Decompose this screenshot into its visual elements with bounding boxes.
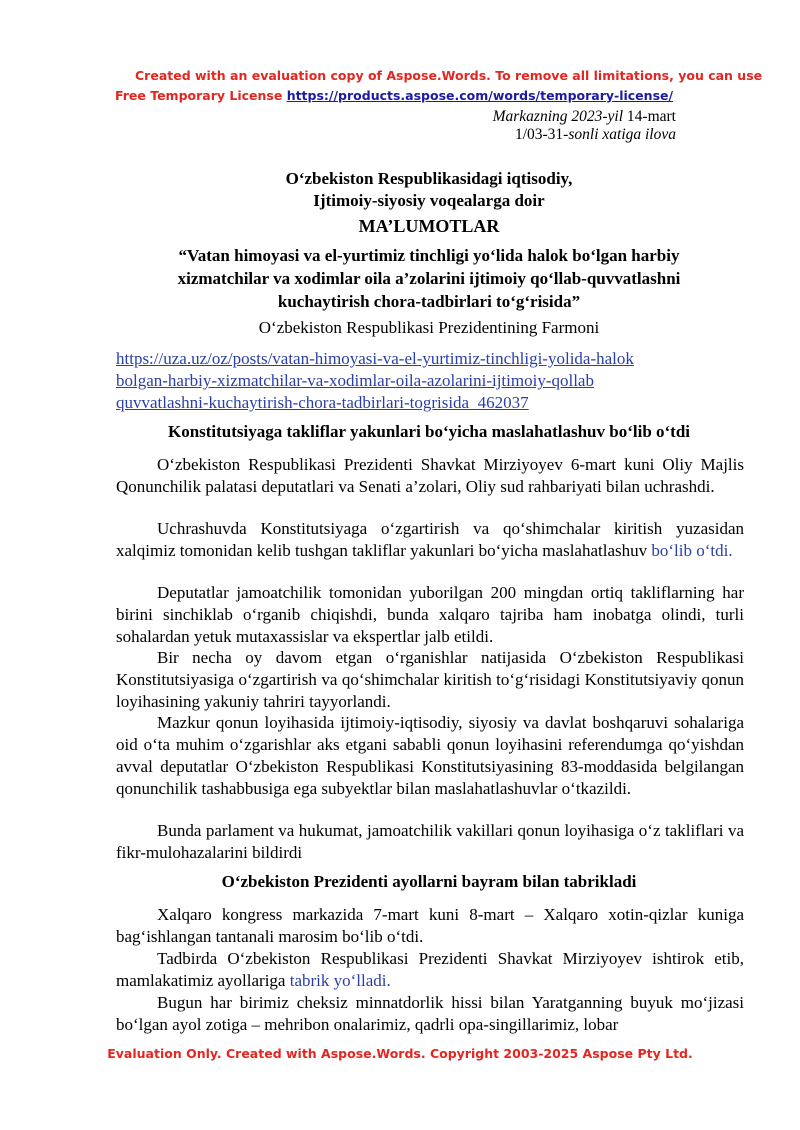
decree-url-line3[interactable]: quvvatlashni-kuchaytirish-chora-tadbirlari-togrisida_462037 — [116, 393, 529, 412]
annex-suffix: sonli xatiga ilova — [568, 126, 676, 143]
evaluation-notice-line2 — [115, 88, 673, 103]
annex-center-year: Markazning 2023-yil — [492, 108, 624, 125]
section1-paragraph4: Bir necha oy davom etgan o‘rganishlar natijasida O‘zbekiston Respublikasi Konstitutsiyasiga o‘zgartirish va qo‘shimchalar kiritish to‘g‘risidagi Konstitutsiyaviy qonun loyihasining yakuniy tahriri tayyorlandi. — [116, 648, 744, 711]
section2-paragraph1: Xalqaro kongress markazida 7-mart kuni 8-mart – Xalqaro xotin-qizlar kuniga bag‘ishlangan tantanali marosim bo‘lib o‘tdi. — [116, 905, 744, 946]
decree-url-line2[interactable]: bolgan-harbiy-xizmatchilar-va-xodimlar-oila-azolarini-ijtimoiy-qollab — [116, 371, 594, 390]
decree-title — [115, 244, 743, 313]
decree-subtitle: O‘zbekiston Respublikasi Prezidentining Farmoni — [258, 318, 600, 337]
section2-paragraph3: Bugun har birimiz cheksiz minnatdorlik hissi bilan Yaratganning buyuk mo‘jizasi bo‘lgan ayol zotiga – mehribon onalarimiz, qadrli opa-singillarimiz, lobar — [116, 993, 744, 1034]
section1-paragraph2-link[interactable]: bo‘lib o‘tdi. — [651, 541, 733, 560]
section1-paragraph2-text: Uchrashuvda Konstitutsiyaga o‘zgartirish va qo‘shimchalar kiritish yuzasidan xalqimiz tomonidan kelib tushgan takliflar yakunlari bo‘yicha maslahatlashuv — [116, 519, 744, 560]
annex-number: 1/03-31- — [514, 126, 569, 143]
evaluation-notice-prefix: Free Temporary License — [115, 88, 287, 103]
document-title — [115, 168, 743, 212]
section2-heading: O‘zbekiston Prezidenti ayollarni bayram bilan tabrikladi — [221, 872, 637, 891]
section1-paragraph2 — [116, 518, 744, 562]
decree-url-line1[interactable]: https://uza.uz/oz/posts/vatan-himoyasi-va-el-yurtimiz-tinchligi-yolida-halok — [116, 349, 634, 368]
section1-paragraph1: O‘zbekiston Respublikasi Prezidenti Shavkat Mirziyoyev 6-mart kuni Oliy Majlis Qonunchilik palatasi deputatlari va Senati a’zolari, Oliy sud rahbariyati bilan uchrashdi. — [116, 455, 744, 496]
document-title-line1: O‘zbekiston Respublikasidagi iqtisodiy, — [285, 169, 573, 188]
section2-paragraph2 — [116, 948, 744, 992]
evaluation-footer: Evaluation Only. Created with Aspose.Words. Copyright 2003-2025 Aspose Pty Ltd. — [107, 1046, 693, 1061]
section2-paragraph2-text: Tadbirda O‘zbekiston Respublikasi Prezidenti Shavkat Mirziyoyev ishtirok etib, mamlakatimiz ayollariga — [116, 949, 744, 990]
annex-line2 — [515, 126, 676, 144]
section1-paragraph6: Bunda parlament va hukumat, jamoatchilik vakillari qonun loyihasiga o‘z takliflari va fikr-mulohazalarini bildirdi — [116, 821, 744, 862]
section1-paragraph3: Deputatlar jamoatchilik tomonidan yuborilgan 200 mingdan ortiq takliflarning har birini sinchiklab o‘rganib chiqishdi, bunda xalqaro tajriba ham inobatga olindi, turli sohalardan yetuk mutaxassislar va ekspertlar jalb etildi. — [116, 583, 744, 646]
decree-title-line1: “Vatan himoyasi va el-yurtimiz tinchligi yo‘lida halok bo‘lgan harbiy — [178, 246, 680, 265]
document-caps-title: MA’LUMOTLAR — [358, 216, 500, 236]
temporary-license-link[interactable]: https://products.aspose.com/words/temporary-license/ — [286, 88, 674, 103]
document-title-line2: Ijtimoiy-siyosiy voqealarga doir — [313, 191, 545, 210]
section1-paragraph5: Mazkur qonun loyihasida ijtimoiy-iqtisodiy, siyosiy va davlat boshqaruvi sohalariga oid o‘ta muhim o‘zgarishlar aks etgani sababli qonun loyihasini referendumga qo‘yishdan avval deputatlar O‘zbekiston Respublikasi Konstitutsiyasining 83-moddasida belgilangan qonunchilik tashabbusiga ega subyektlar bilan maslahatlashuvlar o‘tkazildi. — [116, 713, 744, 798]
decree-title-line2: xizmatchilar va xodimlar oila a’zolarini ijtimoiy qo‘llab-quvvatlashni — [177, 269, 681, 288]
section1-heading: Konstitutsiyaga takliflar yakunlari bo‘yicha maslahatlashuv bo‘lib o‘tdi — [167, 422, 691, 441]
annex-date: 14-mart — [623, 108, 676, 125]
section2-paragraph2-link[interactable]: tabrik yo‘lladi. — [289, 971, 391, 990]
evaluation-notice-line1: Created with an evaluation copy of Aspose.Words. To remove all limitations, you can use — [135, 68, 763, 83]
decree-title-line3: kuchaytirish chora-tadbirlari to‘g‘risida” — [277, 292, 581, 311]
decree-url-link[interactable] — [116, 348, 746, 414]
annex-line1 — [493, 108, 676, 126]
